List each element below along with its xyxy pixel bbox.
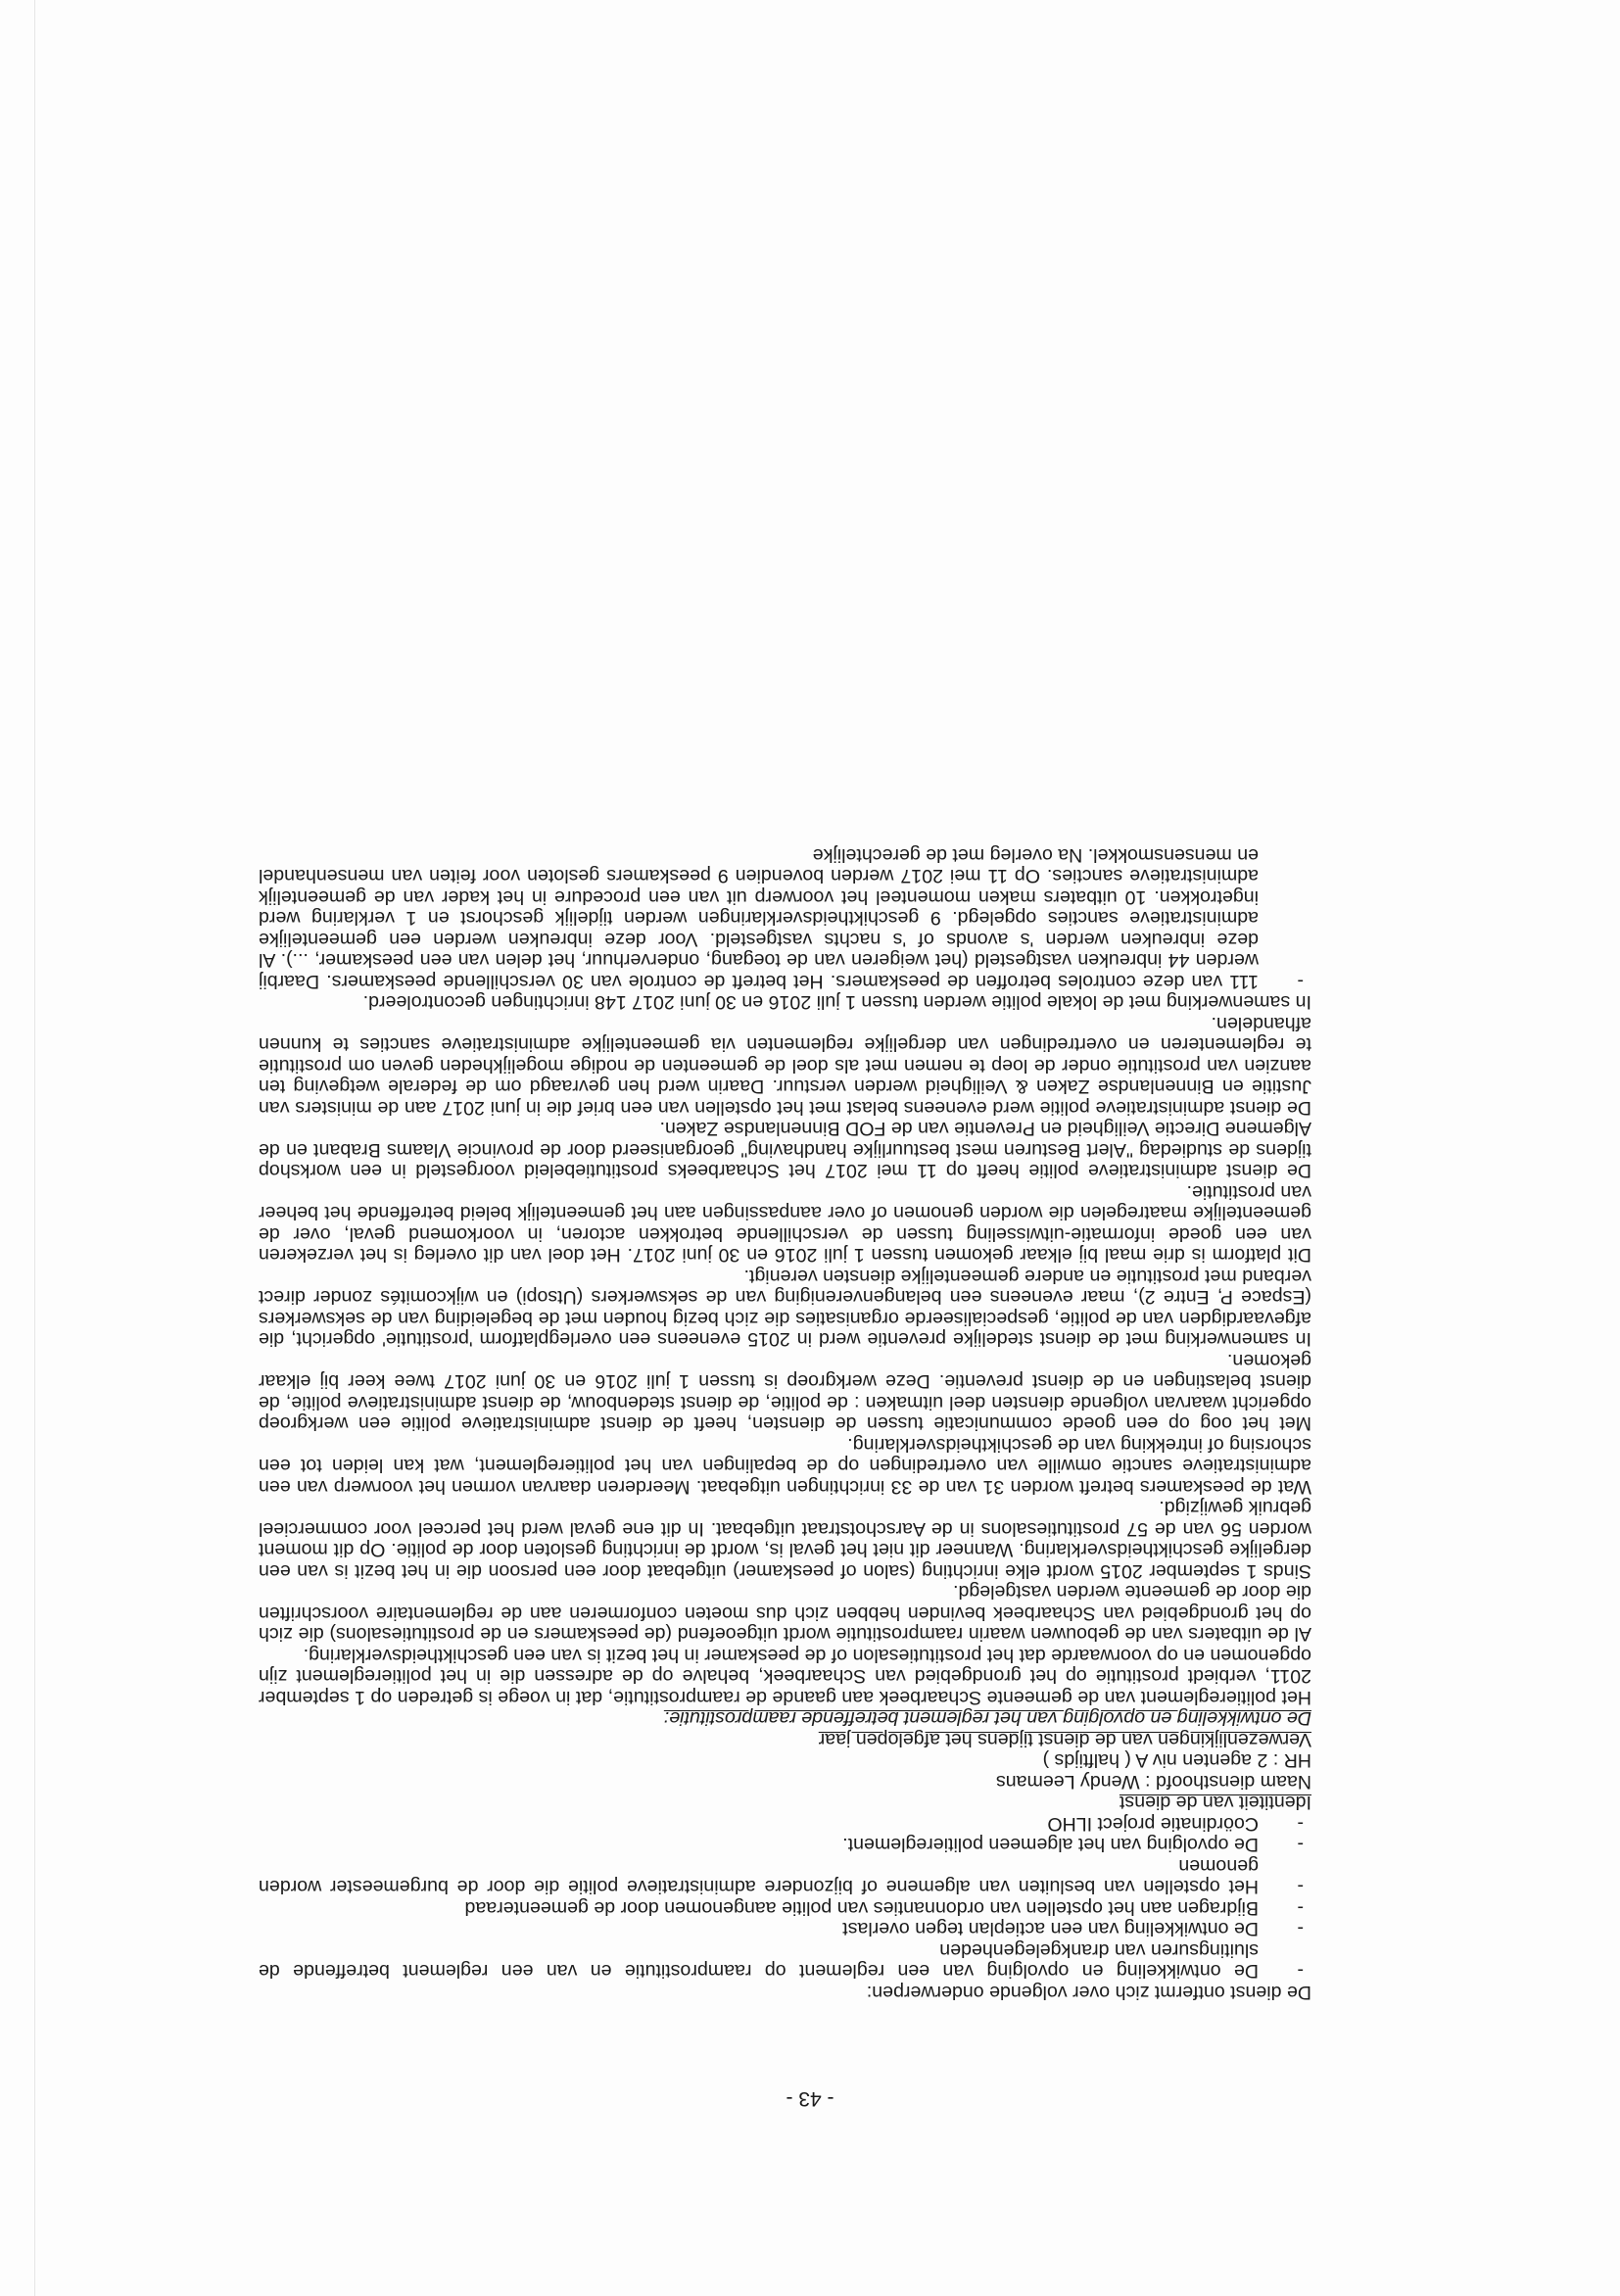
section-heading: De ontwikkeling en opvolging van het reglement betreffende raamprostitutie:	[663, 1707, 1311, 1730]
controls-list	[259, 844, 1311, 992]
paragraph: In samenwerking met de dienst stedelijke preventie werd in 2015 eveneens een overlegplatform 'prostitutie' opgericht, die afgevaardigden van de politie, gespecialiseerde organisaties die zich bezig houden met de begeleiding van de sekswerkers (Espace P, Entre 2), maar eveneens een belangenvereniging van de sekswerkers (Utsopi) en wijkcomités zonder direct verband met prostitutie en andere gemeentelijke diensten verenigt.	[259, 1266, 1311, 1351]
task-list	[259, 1813, 1311, 1982]
page-content	[259, 844, 1311, 2003]
list-item: - De opvolging van het algemeen politiereglement.	[259, 1834, 1311, 1855]
hr-line: HR : 2 agenten niv A ( halftijds )	[1042, 1749, 1311, 1772]
paragraph: Wat de peeskamers betreft worden 31 van de 33 inrichtingen uitgebaat. Meerderen daarvan vormen het voorwerp van een administratieve sanctie omwille van overtredingen op de bepalingen van het politiereglement, wat kan leiden tot een schorsing of intrekking van de geschiktheidsverklaring.	[259, 1434, 1311, 1498]
list-item: - Het opstellen van besluiten van algemene of bijzondere administratieve politie die door de burgemeester worden genomen	[259, 1855, 1311, 1897]
paragraph: Met het oog op een goede communicatie tussen de diensten, heeft de dienst administratieve politie een werkgroep opgericht waarvan volgende diensten deel uitmaken : de politie, de dienst stedenbouw, de dienst administratieve politie, de dienst belastingen en de dienst preventie. Deze werkgroep is tussen 1 juli 2016 en 30 juni 2017 twee keer bij elkaar gekomen.	[259, 1350, 1311, 1435]
scan-edge-line	[34, 0, 35, 2296]
paragraph: In samenwerking met de lokale politie werden tussen 1 juli 2016 en 30 juni 2017 148 inrichtingen gecontroleerd.	[362, 991, 1311, 1014]
list-item: - De ontwikkeling en opvolging van een reglement op raamprostitutie en van een reglement betreffende de sluitingsuren van drankgelegenheden	[259, 1939, 1311, 1982]
paragraph: De dienst administratieve politie werd eveneens belast met het opstellen van een brief die in juni 2017 aan de ministers van Justitie en Binnenlandse Zaken & Veiligheid werden verstuur. Daarin werd hen gevraagd om de federale wetgeving ten aanzien van prostitutie onder de loep te nemen met als doel de gemeenten de nodige mogelijkheden geven om prostitutie te reglementeren en overtredingen van dergelijke reglementen via gemeentelijke administratieve sancties te kunnen afhandelen.	[259, 1013, 1311, 1119]
identity-heading: Identiteit van de dienst	[1119, 1792, 1311, 1814]
head-of-service: Naam diensthoofd : Wendy Leemans	[995, 1771, 1311, 1793]
paragraph: De dienst administratieve politie heeft op 11 mei 2017 het Schaarbeeks prostitutiebeleid voorgesteld in een workshop tijdens de studiedag "Alert Besturen mest bestuurlijke handhaving" georganiseerd door de provincie Vlaams Brabant en de Algemene Directie Veiligheid en Preventie van de FOD Binnenlandse Zaken.	[259, 1118, 1311, 1182]
paragraph: Dit platform is drie maal bij elkaar gekomen tussen 1 juli 2016 en 30 juni 2017. Het doel van dit overleg is het verzekeren van een goede informatie-uitwisseling tussen de verschillende betrokken actoren, in voorkomend geval, over de gemeentelijke maatregelen die worden genomen of over aanpassingen aan het gemeentelijk beleid betreffende het beheer van prostitutie.	[259, 1181, 1311, 1267]
intro-text: De dienst ontfermt zich over volgende onderwerpen:	[866, 1982, 1311, 2003]
paragraph: Al de uitbaters van de gebouwen waarin raamprostitutie wordt uitgeoefend (de peeskamers en de prostitutiesalons) die zich op het grondgebied van Schaarbeek bevinden hebben zich dus moeten conformeren aan de reglementaire voorschriften die door de gemeente werden vastgelegd.	[259, 1581, 1311, 1646]
list-item: - De ontwikkeling van een actieplan tegen overlast	[259, 1918, 1311, 1939]
list-item: - Bijdragen aan het opstellen van ordonnanties van politie aangenomen door de gemeenteraad	[259, 1897, 1311, 1919]
paragraph: Sinds 1 september 2015 wordt elke inrichting (salon of peeskamer) uitgebaat door een persoon die in het bezit is van een dergelijke geschiktheidsverklaring. Wanneer dit niet het geval is, wordt de inrichting gesloten door de politie. Op dit moment worden 56 van de 57 prostitutiesalons in de Aarschotstraat uitgebaat. In dit ene geval werd het perceel voor commercieel gebruik gewijzigd.	[259, 1497, 1311, 1582]
achievements-heading: Verwezenlijkingen van de dienst tijdens het afgelopen jaar	[818, 1729, 1311, 1750]
page-number: - 43 -	[786, 2087, 834, 2110]
list-item: - 111 van deze controles betroffen de peeskamers. Het betreft de controle van 30 verschillende peeskamers. Daarbij werden 44 inbreuken vastgesteld (het weigeren van de toegang, onderverhuur, het delen van een peeskamer, ...). Al deze inbreuken werden 's avonds of 's nachts vastgesteld. Voor deze inbreuken werden een gemeentelijke administratieve sancties opgelegd. 9 geschiktheidsverklaringen werden tijdelijk geschorst en 1 verklaring werd ingetrokken. 10 uitbaters maken momenteel het voorwerp uit van een procedure in het kader van de gemeentelijk administratieve sancties. Op 11 mei 2017 werden bovendien 9 peeskamers gesloten voor feiten van mensenhandel en mensensmokkel. Na overleg met de gerechtelijke	[259, 844, 1311, 992]
paragraph: Het politiereglement van de gemeente Schaarbeek aan gaande de raamprostitutie, dat in voege is getreden op 1 september 2011, verbiedt prostitutie op het grondgebied van Schaarbeek, behalve op de adressen die in het politiereglement zijn opgenomen en op voorwaarde dat het prostitutiesalon of de peeskamer in het bezit is van een geschiktheidsverklaring.	[259, 1645, 1311, 1708]
list-item: - Coördinatie project ILHO	[259, 1813, 1311, 1835]
